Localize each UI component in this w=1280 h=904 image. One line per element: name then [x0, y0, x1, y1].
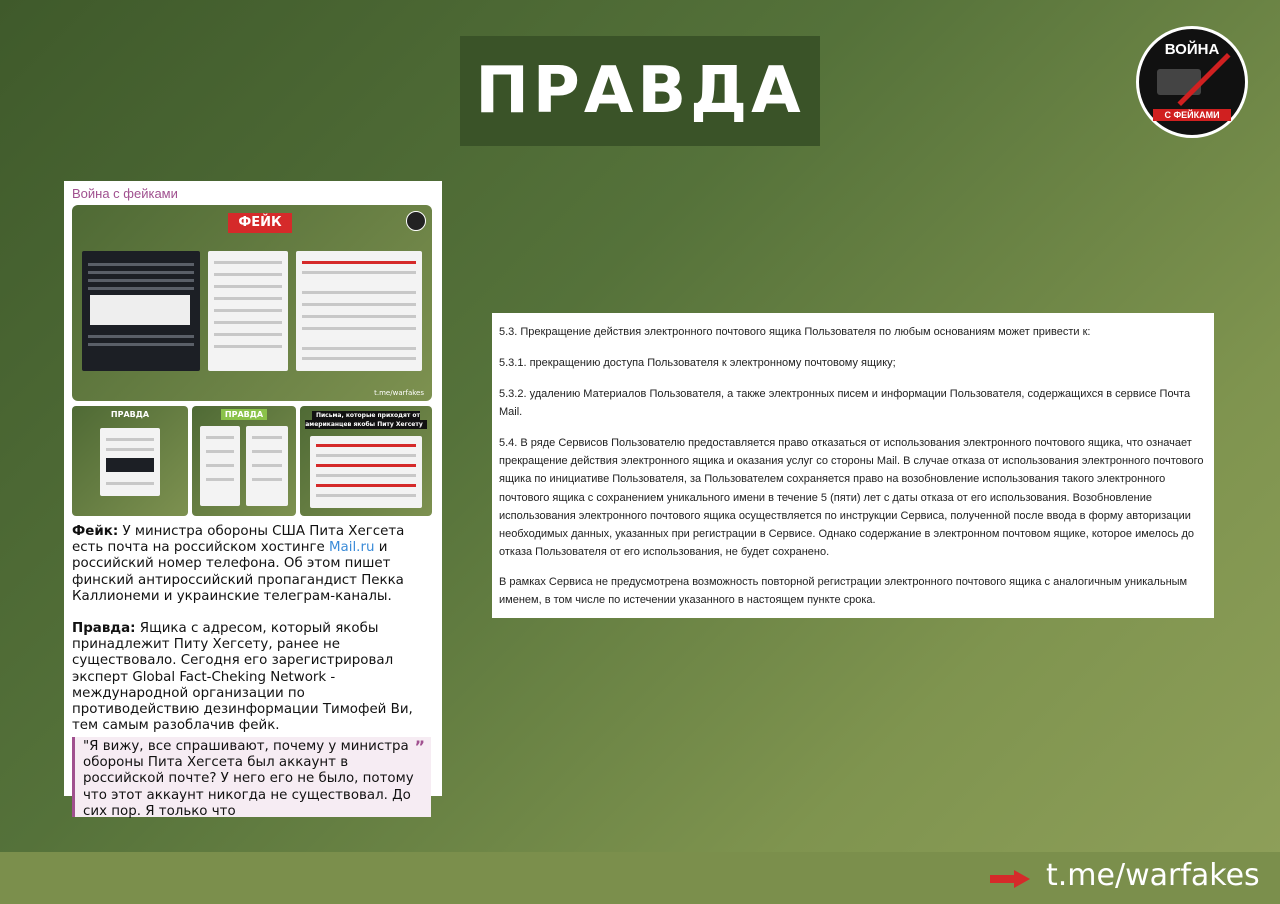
- thumb-caption: ПРАВДА: [192, 410, 296, 419]
- terms-document-screenshot: [492, 313, 1214, 618]
- title-banner: [460, 36, 820, 146]
- channel-logo: [1136, 26, 1248, 138]
- post-thumb-3: [300, 406, 432, 516]
- doc-paragraph: 5.3.2. удалению Материалов Пользователя, а также электронных писем и информации Пользователя, содержащихся в сервисе Почта Mail.: [499, 388, 1191, 419]
- fake-text-2: и российский номер телефона. Об этом пишет финский антироссийский пропагандист Пекка Каллионеми и украинские телеграм-каналы.: [72, 540, 404, 604]
- fake-badge: ФЕЙК: [228, 213, 292, 233]
- logo-mini-icon: [406, 211, 426, 231]
- thumb-caption: Письма, которые приходят от американцев якобы Питу Хегсету: [300, 410, 432, 428]
- channel-name: Война с фейками: [72, 186, 178, 201]
- truth-label: Правда:: [72, 621, 136, 636]
- mail-screenshot: [208, 251, 288, 371]
- telegram-post-screenshot: [64, 181, 442, 819]
- truth-paragraph: [72, 621, 434, 734]
- post-main-image: [72, 205, 432, 401]
- doc-paragraph: 5.3.1. прекращению доступа Пользователя к электронному почтовому ящику;: [499, 357, 896, 369]
- post-thumb-1: [72, 406, 188, 516]
- arrow-right-icon: [990, 870, 1030, 888]
- tweet-screenshot: [82, 251, 200, 371]
- footer-url[interactable]: t.me/warfakes: [1046, 858, 1260, 893]
- doc-paragraph: 5.4. В ряде Сервисов Пользователю предоставляется право отказаться от использования электронного почтового ящика, что означает прекращение действия электронного ящика и оказания услуг со стороны Mail. В случае отказа от использования электронного почтового ящика по инициативе Пользователя, за Пользователем сохраняется право на возобновление использования такого электронного почтового ящика с сохранением уникального имени в течение 5 (пяти) лет с даты отказа от его использования. Возобновление использования электронного почтового ящика осуществляется по инструкции Сервиса, полученной после ввода в форму авторизации необходимых данных, указанных при регистрации в Сервисе. Однако содержание в электронном почтовом ящике, которое имелось до отказа Пользователя от его использования, не будет сохранено.: [499, 437, 1204, 559]
- doc-paragraph: В рамках Сервиса не предусмотрена возможность повторной регистрации электронного почтового ящика с аналогичным уникальным именем, в том числе по истечении указанного в настоящем пункте срока.: [499, 576, 1188, 607]
- thumb-caption: ПРАВДА: [110, 410, 150, 419]
- quote-block: [72, 737, 431, 817]
- mail-ru-link[interactable]: Mail.ru: [328, 540, 375, 556]
- truth-text: Ящика с адресом, который якобы принадлежит Питу Хегсету, ранее не существовало. Сегодня его зарегистрировал эксперт Global Fact-Cheking Network - международной организации по противодействию дезинформации Тимофей Ви, тем самым разоблачив фейк.: [72, 621, 413, 734]
- article-screenshot: [296, 251, 422, 371]
- logo-top-text: ВОЙНА: [1164, 41, 1220, 58]
- quote-text: "Я вижу, все спрашивают, почему у министра обороны Пита Хегсета был аккаунт в российской почте? У него его не было, потому что этот аккаунт никогда не существовал. До сих пор. Я только что: [83, 739, 414, 819]
- fake-text-1: У министра обороны США Пита Хегсета есть почта на российском хостинге: [72, 524, 405, 556]
- fake-label: Фейк:: [72, 524, 119, 539]
- post-thumb-2: [192, 406, 296, 516]
- quote-icon: ”: [414, 737, 425, 756]
- image-site-label: t.me/warfakes: [374, 389, 424, 397]
- doc-paragraph: 5.3. Прекращение действия электронного почтового ящика Пользователя по любым основаниям может привести к:: [499, 326, 1091, 338]
- footer-bar: [0, 852, 1280, 904]
- fake-paragraph: [72, 524, 434, 605]
- logo-bottom-text: С ФЕЙКАМИ: [1153, 109, 1231, 121]
- banner-title: ПРАВДА: [475, 54, 805, 128]
